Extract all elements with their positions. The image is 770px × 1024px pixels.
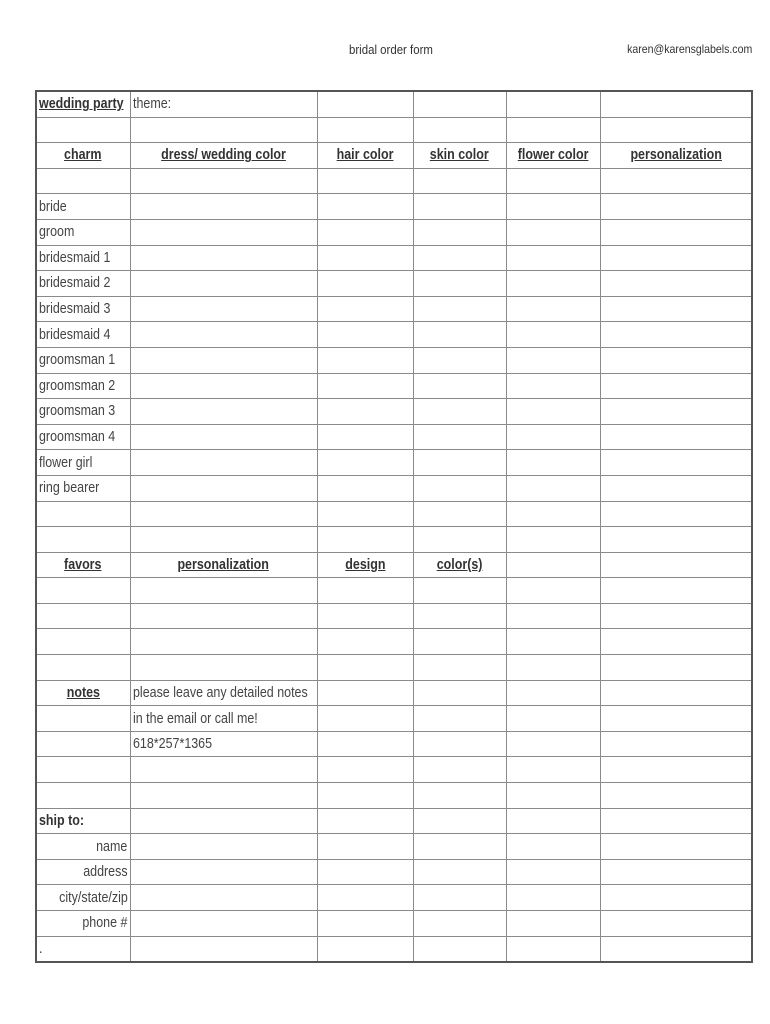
cell[interactable] <box>130 655 317 681</box>
cell[interactable] <box>600 475 752 501</box>
ship-field-label: name <box>36 834 130 860</box>
cell[interactable] <box>317 424 413 450</box>
blank-row <box>36 757 752 783</box>
party-member-label: groomsman 4 <box>36 424 130 450</box>
cell[interactable] <box>413 731 506 757</box>
cell[interactable] <box>600 808 752 834</box>
cell[interactable] <box>600 936 752 962</box>
party-member-row <box>36 373 752 399</box>
cell[interactable] <box>506 552 600 578</box>
cell[interactable] <box>130 885 317 911</box>
cell[interactable] <box>317 117 413 143</box>
cell[interactable] <box>130 834 317 860</box>
cell[interactable] <box>413 757 506 783</box>
cell[interactable] <box>317 859 413 885</box>
cell[interactable] <box>600 194 752 220</box>
cell[interactable] <box>506 859 600 885</box>
cell[interactable] <box>36 501 130 527</box>
cell[interactable] <box>600 91 752 117</box>
cell[interactable] <box>130 347 317 373</box>
blank-row <box>36 527 752 553</box>
header-personalization: personalization <box>600 143 752 169</box>
cell[interactable] <box>506 399 600 425</box>
cell[interactable] <box>506 834 600 860</box>
cell[interactable] <box>317 296 413 322</box>
party-member-label: bridesmaid 4 <box>36 322 130 348</box>
cell[interactable] <box>413 91 506 117</box>
cell[interactable] <box>506 450 600 476</box>
wedding-party-label: wedding party <box>36 91 130 117</box>
cell[interactable] <box>600 731 752 757</box>
party-member-label: flower girl <box>36 450 130 476</box>
cell[interactable] <box>130 578 317 604</box>
cell[interactable] <box>130 373 317 399</box>
cell[interactable] <box>130 322 317 348</box>
cell[interactable] <box>413 783 506 809</box>
cell[interactable] <box>36 706 130 732</box>
cell[interactable] <box>506 603 600 629</box>
cell[interactable] <box>36 603 130 629</box>
cell[interactable] <box>506 629 600 655</box>
cell[interactable] <box>506 936 600 962</box>
cell[interactable] <box>600 859 752 885</box>
party-member-label: bride <box>36 194 130 220</box>
party-member-row <box>36 347 752 373</box>
cell[interactable] <box>600 655 752 681</box>
theme-label[interactable]: theme: <box>130 91 317 117</box>
cell[interactable] <box>506 245 600 271</box>
cell[interactable] <box>130 271 317 297</box>
cell[interactable] <box>130 783 317 809</box>
cell[interactable] <box>413 399 506 425</box>
cell[interactable] <box>130 808 317 834</box>
cell[interactable] <box>130 501 317 527</box>
cell[interactable] <box>600 911 752 937</box>
row-wedding-party <box>36 91 752 117</box>
cell[interactable] <box>506 808 600 834</box>
cell[interactable] <box>413 194 506 220</box>
cell[interactable] <box>506 91 600 117</box>
party-member-label: ring bearer <box>36 475 130 501</box>
cell[interactable] <box>317 475 413 501</box>
cell[interactable] <box>413 219 506 245</box>
cell[interactable] <box>600 501 752 527</box>
cell[interactable] <box>506 911 600 937</box>
party-member-label: bridesmaid 2 <box>36 271 130 297</box>
party-member-label: groomsman 2 <box>36 373 130 399</box>
header-favors-personalization: personalization <box>130 552 317 578</box>
cell[interactable] <box>317 808 413 834</box>
cell[interactable] <box>36 578 130 604</box>
header-dress-color: dress/ wedding color <box>130 143 317 169</box>
cell[interactable] <box>317 911 413 937</box>
cell[interactable] <box>317 655 413 681</box>
cell[interactable] <box>413 245 506 271</box>
ship-field-label: phone # <box>36 911 130 937</box>
cell[interactable] <box>130 450 317 476</box>
notes-line: in the email or call me! <box>130 706 317 732</box>
cell[interactable] <box>130 936 317 962</box>
cell[interactable] <box>317 783 413 809</box>
cell[interactable] <box>130 859 317 885</box>
cell[interactable] <box>506 347 600 373</box>
party-header-row <box>36 143 752 169</box>
cell[interactable] <box>130 117 317 143</box>
ship-to-row <box>36 808 752 834</box>
phone-number: 618*257*1365 <box>130 731 317 757</box>
notes-row <box>36 731 752 757</box>
cell[interactable] <box>506 373 600 399</box>
party-member-row <box>36 475 752 501</box>
cell[interactable] <box>506 194 600 220</box>
cell[interactable] <box>130 424 317 450</box>
cell[interactable] <box>506 578 600 604</box>
cell[interactable] <box>130 194 317 220</box>
cell[interactable] <box>506 322 600 348</box>
cell[interactable] <box>600 552 752 578</box>
cell[interactable] <box>36 757 130 783</box>
ship-field-label: city/state/zip <box>36 885 130 911</box>
cell[interactable] <box>506 475 600 501</box>
cell[interactable] <box>317 603 413 629</box>
cell[interactable] <box>130 629 317 655</box>
cell[interactable] <box>130 911 317 937</box>
favors-row <box>36 603 752 629</box>
party-member-row <box>36 194 752 220</box>
cell[interactable] <box>413 885 506 911</box>
cell[interactable] <box>130 399 317 425</box>
favors-header-row <box>36 552 752 578</box>
header-skin-color: skin color <box>413 143 506 169</box>
party-member-row <box>36 271 752 297</box>
notes-label: notes <box>36 680 130 706</box>
favors-row <box>36 629 752 655</box>
cell[interactable] <box>317 757 413 783</box>
blank-row <box>36 117 752 143</box>
cell[interactable] <box>506 680 600 706</box>
cell[interactable] <box>413 296 506 322</box>
cell[interactable] <box>317 271 413 297</box>
cell[interactable] <box>317 245 413 271</box>
ship-field-label: address <box>36 859 130 885</box>
ship-field-row <box>36 859 752 885</box>
cell[interactable] <box>130 603 317 629</box>
cell[interactable] <box>317 373 413 399</box>
cell[interactable] <box>413 168 506 194</box>
party-member-row <box>36 245 752 271</box>
party-member-row <box>36 450 752 476</box>
cell[interactable] <box>600 424 752 450</box>
cell[interactable] <box>600 168 752 194</box>
cell[interactable] <box>317 706 413 732</box>
cell[interactable] <box>600 706 752 732</box>
cell[interactable] <box>317 731 413 757</box>
cell[interactable] <box>317 501 413 527</box>
cell[interactable] <box>317 834 413 860</box>
cell[interactable] <box>36 783 130 809</box>
cell[interactable] <box>413 527 506 553</box>
cell[interactable] <box>600 271 752 297</box>
cell[interactable] <box>413 706 506 732</box>
party-member-label: bridesmaid 1 <box>36 245 130 271</box>
notes-line: please leave any detailed notes <box>130 680 317 706</box>
cell[interactable] <box>506 117 600 143</box>
header-hair-color: hair color <box>317 143 413 169</box>
cell[interactable] <box>317 527 413 553</box>
cell[interactable] <box>317 936 413 962</box>
party-member-row <box>36 399 752 425</box>
party-member-label: groomsman 3 <box>36 399 130 425</box>
cell[interactable] <box>130 757 317 783</box>
cell[interactable] <box>317 680 413 706</box>
ship-field-row <box>36 911 752 937</box>
cell[interactable] <box>130 475 317 501</box>
cell[interactable] <box>317 885 413 911</box>
cell[interactable] <box>317 450 413 476</box>
cell[interactable] <box>600 322 752 348</box>
cell[interactable] <box>413 680 506 706</box>
header-design: design <box>317 552 413 578</box>
cell[interactable] <box>413 501 506 527</box>
cell[interactable] <box>600 296 752 322</box>
header-favors: favors <box>36 552 130 578</box>
cell[interactable] <box>506 296 600 322</box>
cell[interactable] <box>506 424 600 450</box>
header-colors: color(s) <box>413 552 506 578</box>
cell[interactable] <box>506 757 600 783</box>
cell[interactable] <box>413 911 506 937</box>
cell[interactable] <box>506 885 600 911</box>
cell[interactable] <box>413 578 506 604</box>
favors-row <box>36 578 752 604</box>
notes-row <box>36 706 752 732</box>
cell[interactable] <box>36 655 130 681</box>
favors-row <box>36 655 752 681</box>
cell[interactable] <box>413 271 506 297</box>
party-member-row <box>36 322 752 348</box>
header-charm: charm <box>36 143 130 169</box>
cell[interactable] <box>506 655 600 681</box>
cell[interactable] <box>413 450 506 476</box>
cell[interactable] <box>130 245 317 271</box>
cell[interactable] <box>506 271 600 297</box>
cell[interactable] <box>317 219 413 245</box>
cell[interactable] <box>600 757 752 783</box>
party-member-row <box>36 424 752 450</box>
ship-to-label: ship to: <box>36 808 130 834</box>
party-member-label: groomsman 1 <box>36 347 130 373</box>
cell[interactable] <box>413 347 506 373</box>
cell[interactable] <box>413 834 506 860</box>
blank-row <box>36 168 752 194</box>
cell[interactable] <box>506 501 600 527</box>
cell[interactable] <box>600 578 752 604</box>
cell[interactable] <box>600 373 752 399</box>
cell[interactable] <box>36 168 130 194</box>
cell[interactable] <box>600 399 752 425</box>
cell[interactable] <box>600 450 752 476</box>
cell[interactable] <box>36 731 130 757</box>
cell[interactable] <box>317 347 413 373</box>
cell[interactable] <box>317 399 413 425</box>
cell[interactable] <box>600 885 752 911</box>
cell[interactable] <box>413 859 506 885</box>
cell[interactable] <box>413 603 506 629</box>
contact-email: karen@karensglabels.com <box>626 42 752 56</box>
cell[interactable] <box>600 680 752 706</box>
cell[interactable] <box>413 373 506 399</box>
notes-row <box>36 680 752 706</box>
cell[interactable] <box>36 629 130 655</box>
cell[interactable] <box>600 219 752 245</box>
cell[interactable] <box>413 808 506 834</box>
party-member-label: bridesmaid 3 <box>36 296 130 322</box>
cell[interactable] <box>413 117 506 143</box>
order-form-table <box>35 90 753 963</box>
cell[interactable] <box>600 347 752 373</box>
cell[interactable] <box>130 168 317 194</box>
cell[interactable] <box>413 322 506 348</box>
party-member-label: groom <box>36 219 130 245</box>
cell[interactable] <box>600 834 752 860</box>
cell[interactable] <box>413 629 506 655</box>
cell[interactable] <box>36 117 130 143</box>
party-member-row <box>36 219 752 245</box>
cell[interactable] <box>600 245 752 271</box>
cell[interactable] <box>317 578 413 604</box>
header-flower-color: flower color <box>506 143 600 169</box>
cell[interactable] <box>413 475 506 501</box>
cell[interactable] <box>130 527 317 553</box>
end-mark: . <box>36 936 130 962</box>
cell[interactable] <box>600 629 752 655</box>
ship-field-row <box>36 834 752 860</box>
cell[interactable] <box>506 527 600 553</box>
cell[interactable] <box>506 168 600 194</box>
cell[interactable] <box>506 219 600 245</box>
cell[interactable] <box>600 527 752 553</box>
blank-row <box>36 501 752 527</box>
cell[interactable] <box>413 655 506 681</box>
cell[interactable] <box>130 219 317 245</box>
party-member-row <box>36 296 752 322</box>
blank-row <box>36 783 752 809</box>
end-row <box>36 936 752 962</box>
cell[interactable] <box>130 296 317 322</box>
cell[interactable] <box>506 706 600 732</box>
cell[interactable] <box>413 424 506 450</box>
cell[interactable] <box>600 783 752 809</box>
ship-field-row <box>36 885 752 911</box>
cell[interactable] <box>506 731 600 757</box>
cell[interactable] <box>317 194 413 220</box>
cell[interactable] <box>317 629 413 655</box>
form-title: bridal order form <box>349 42 433 57</box>
cell[interactable] <box>317 322 413 348</box>
cell[interactable] <box>600 603 752 629</box>
cell[interactable] <box>600 117 752 143</box>
cell[interactable] <box>506 783 600 809</box>
cell[interactable] <box>317 168 413 194</box>
cell[interactable] <box>36 527 130 553</box>
cell[interactable] <box>317 91 413 117</box>
cell[interactable] <box>413 936 506 962</box>
